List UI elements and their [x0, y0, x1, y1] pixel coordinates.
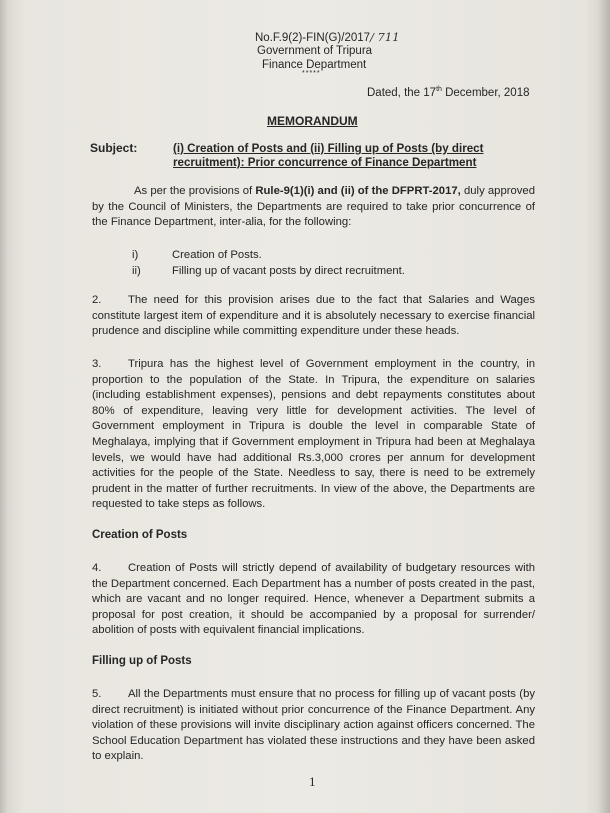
list-item: [132, 263, 405, 279]
section-heading-filling: Filling up of Posts: [92, 655, 192, 667]
date-prefix: Dated, the 17: [367, 86, 437, 99]
intro-rule-reference: Rule-9(1)(i) and (ii) of the DFPRT-2017,: [255, 185, 461, 197]
scan-edge-shadow-left: [0, 0, 8, 813]
paragraph-text: Creation of Posts will strictly depend of availability of budgetary resources with the Department concerned. Each Department has a number of posts created in the past, which are vacant and no longer required. Hence, whenever a Department submits a proposal for post creation, it should be accompanied by a proposal for surrender/ abolition of posts with equivalent financial implications.: [92, 562, 535, 637]
intro-text-b: duly approved by the Council of Ministers, the Departments are required to take prior concurrence of the Finance Department, inter-alia, for the following:: [92, 185, 535, 229]
list-item-index: ii): [132, 265, 141, 277]
paragraph-5: [92, 687, 535, 765]
subject-label: Subject:: [90, 141, 138, 155]
list-item-text: Filling up of vacant posts by direct recruitment.: [172, 265, 405, 277]
file-number-text: No.F.9(2)-FIN(G)/2017: [255, 32, 371, 44]
header-stars: *****: [302, 70, 321, 77]
scan-edge-shadow: [598, 0, 610, 813]
paragraph-3: [92, 357, 535, 513]
intro-paragraph: [92, 184, 535, 231]
paragraph-number: 2.: [92, 294, 102, 306]
subject-line-1: (i) Creation of Posts and (ii) Filling up of Posts (by direct: [173, 142, 484, 155]
subject-line-2: recruitment): Prior concurrence of Finance Department: [173, 156, 477, 169]
list-item-index: i): [132, 249, 139, 261]
date-suffix: December, 2018: [441, 86, 530, 99]
paragraph-text: All the Departments must ensure that no process for filling up of vacant posts (by direct recruitment) is initiated without prior concurrence of the Finance Department. Any violation of these provisions will invite disciplinary action against officers concerned. The School Education Department has violated these instructions and they have been asked to explain.: [92, 688, 535, 763]
department-name: Finance Department: [262, 59, 367, 71]
list-item: [132, 247, 262, 263]
paragraph-text: Tripura has the highest level of Government employment in the country, in proportion to the population of the State. In Tripura, the expenditure on salaries (including establishment expenses), pensions and debt repayments constitutes about 80% of expenditure, leaving very little for development activities. The level of Government employment in Tripura is double the level in comparable State of Meghalaya, implying that if Government employment in Tripura had been at Meghalaya levels, we would have had additional Rs.3,000 crores per annum for development activities for the people of the State. Needless to say, there is need to be extremely prudent in the matter of further recruitments. In view of the above, the Departments are requested to take steps as follows.: [92, 358, 535, 511]
paragraph-number: 3.: [92, 358, 102, 370]
paragraph-text: The need for this provision arises due to the fact that Salaries and Wages constitute largest item of expenditure and it is absolutely necessary to exercise financial prudence and discipline while committing expenditure under these heads.: [92, 294, 535, 338]
page-number: 1: [309, 774, 316, 789]
file-number-handwritten: / 711: [370, 30, 400, 44]
date-superscript: th: [436, 86, 442, 93]
paragraph-number: 5.: [92, 688, 102, 700]
section-heading-creation: Creation of Posts: [92, 529, 188, 541]
government-name: Government of Tripura: [257, 45, 373, 57]
file-number: [255, 30, 400, 45]
list-item-text: Creation of Posts.: [172, 249, 262, 261]
memorandum-title: MEMORANDUM: [267, 114, 358, 128]
date-line: [367, 83, 530, 100]
intro-text-a: As per the provisions of: [134, 185, 256, 197]
paragraph-2: [92, 293, 535, 340]
paragraph-4: [92, 561, 535, 639]
paragraph-number: 4.: [92, 562, 102, 574]
